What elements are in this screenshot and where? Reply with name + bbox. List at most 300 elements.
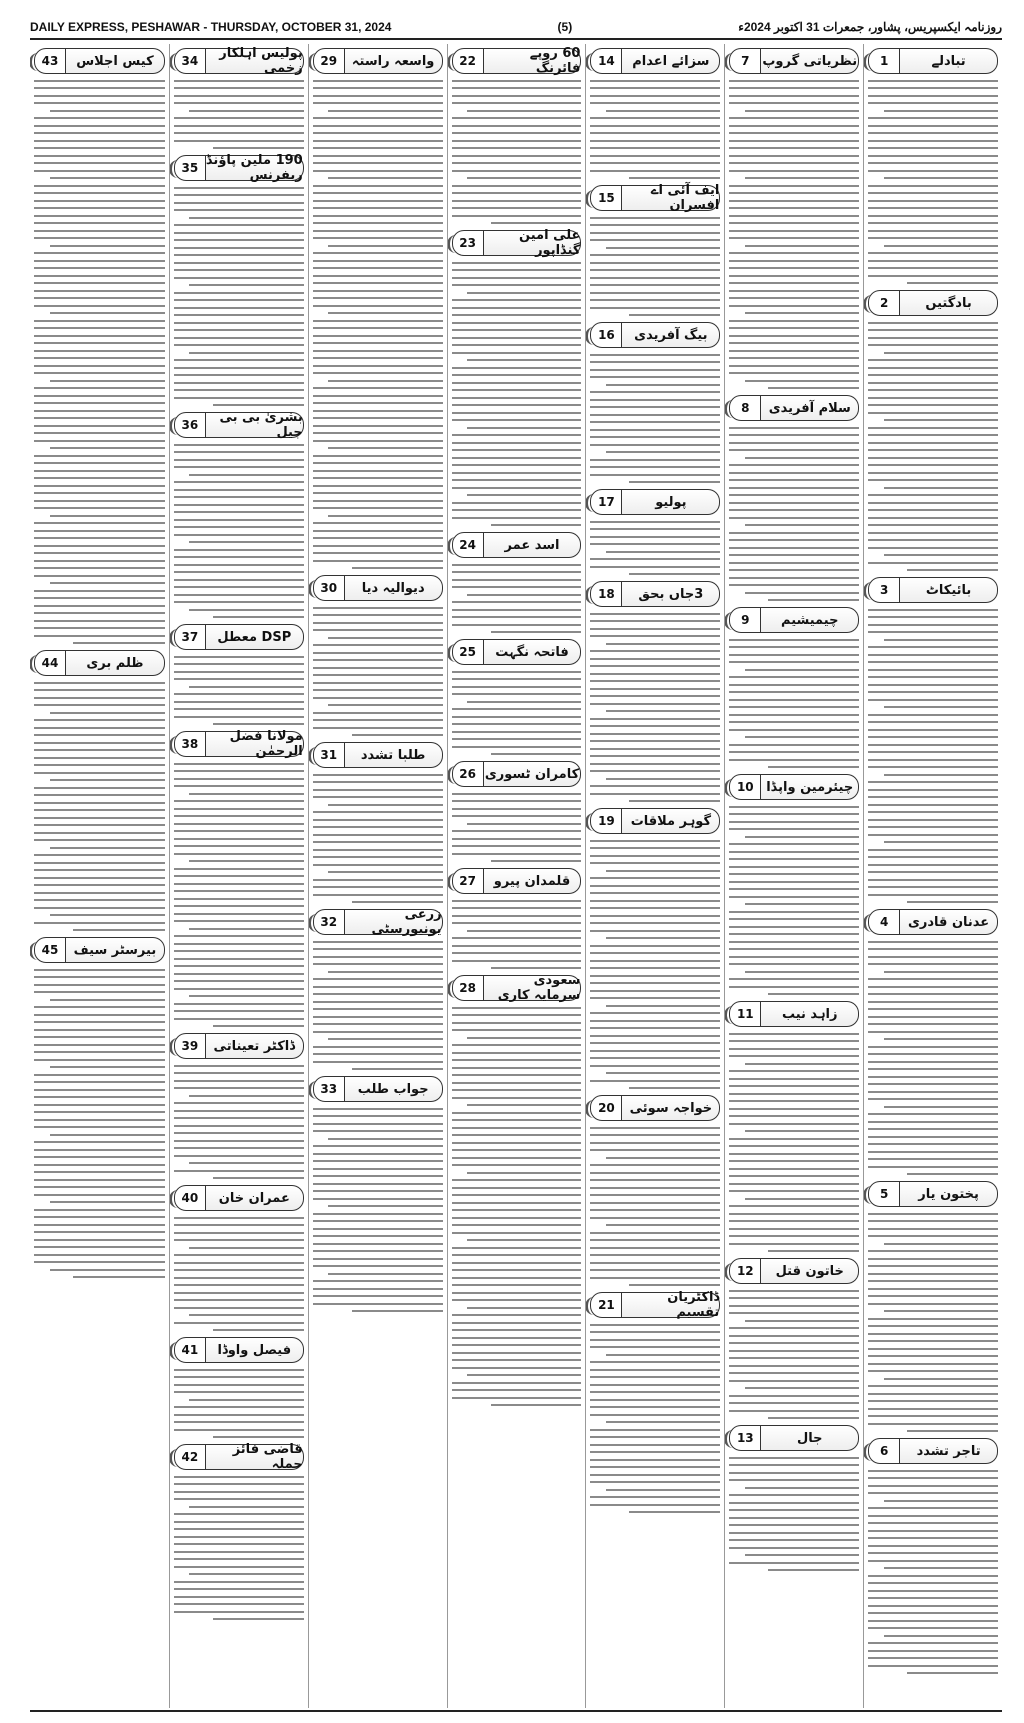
- text-line: [174, 770, 304, 772]
- text-line: [729, 125, 859, 127]
- text-line: [868, 162, 998, 164]
- text-line: [868, 1166, 998, 1168]
- text-line: [34, 704, 165, 706]
- text-line: [868, 1068, 998, 1070]
- text-line: [745, 177, 859, 179]
- text-line: [313, 440, 443, 442]
- text-line: [452, 1224, 582, 1226]
- text-line: [174, 314, 304, 316]
- text-line: [452, 1059, 582, 1061]
- story-body-text: [313, 80, 443, 570]
- text-line: [868, 684, 998, 686]
- story-headline: جواب طلب: [345, 1076, 443, 1102]
- text-line: [174, 1254, 304, 1256]
- text-line: [590, 930, 720, 932]
- news-story[interactable]: [868, 290, 998, 571]
- news-story[interactable]: [729, 48, 859, 389]
- news-story[interactable]: [313, 742, 443, 903]
- text-line: [174, 549, 304, 551]
- text-line: [729, 1220, 859, 1222]
- text-line: [313, 689, 443, 691]
- story-headline-bar: [34, 650, 165, 676]
- text-line: [313, 719, 443, 721]
- text-line: [590, 1399, 720, 1401]
- text-line: [50, 1201, 165, 1203]
- story-number-badge: 6: [868, 1438, 900, 1464]
- text-line: [452, 915, 582, 917]
- text-line: [868, 941, 998, 943]
- text-line: [452, 147, 582, 149]
- news-story[interactable]: [452, 532, 582, 633]
- text-line: [729, 95, 859, 97]
- text-line: [174, 254, 304, 256]
- text-line: [745, 669, 859, 671]
- text-line: [745, 1063, 859, 1065]
- text-line: [729, 365, 859, 367]
- text-line: [590, 1406, 720, 1408]
- text-line: [34, 1006, 165, 1008]
- text-line: [868, 1303, 998, 1305]
- text-line: [34, 1021, 165, 1023]
- text-line: [174, 132, 304, 134]
- text-line: [729, 305, 859, 307]
- news-story[interactable]: [313, 48, 443, 569]
- text-line: [868, 344, 998, 346]
- text-line: [629, 1511, 720, 1513]
- story-number-badge: 39: [174, 1033, 206, 1059]
- news-story[interactable]: [452, 48, 582, 224]
- text-line: [452, 1299, 582, 1301]
- text-line: [174, 1232, 304, 1234]
- story-headline: چیئرمین واپڈا: [761, 774, 859, 800]
- text-line: [606, 451, 720, 453]
- text-line: [868, 1612, 998, 1614]
- text-line: [313, 1258, 443, 1260]
- story-body-text: [868, 80, 998, 285]
- text-line: [313, 140, 443, 142]
- text-line: [174, 1483, 304, 1485]
- story-body-text: [34, 682, 165, 932]
- text-line: [34, 1029, 165, 1031]
- story-headline-bar: [174, 1337, 304, 1363]
- text-line: [213, 723, 304, 725]
- story-headline-bar: [729, 1258, 859, 1284]
- news-story[interactable]: [729, 607, 859, 768]
- news-story[interactable]: [313, 575, 443, 736]
- text-line: [452, 808, 582, 810]
- text-line: [34, 1156, 165, 1158]
- text-line: [729, 1108, 859, 1110]
- text-line: [729, 320, 859, 322]
- text-line: [34, 1044, 165, 1046]
- text-line: [729, 1327, 859, 1329]
- news-column: [724, 44, 863, 1708]
- text-line: [868, 464, 998, 466]
- text-line: [452, 1067, 582, 1069]
- text-line: [313, 372, 443, 374]
- text-line: [606, 1072, 720, 1074]
- text-line: [868, 502, 998, 504]
- text-line: [745, 1487, 859, 1489]
- text-line: [313, 215, 443, 217]
- text-line: [729, 140, 859, 142]
- text-line: [868, 631, 998, 633]
- text-line: [729, 873, 859, 875]
- text-line: [174, 1384, 304, 1386]
- text-line: [868, 374, 998, 376]
- text-line: [174, 1406, 304, 1408]
- text-line: [884, 1378, 998, 1380]
- news-story[interactable]: [868, 577, 998, 903]
- news-story[interactable]: [452, 639, 582, 755]
- story-headline-bar: [729, 1425, 859, 1451]
- story-body-text: [729, 80, 859, 390]
- text-line: [452, 472, 582, 474]
- story-headline-bar: [590, 489, 720, 515]
- text-line: [452, 723, 582, 725]
- text-line: [50, 110, 165, 112]
- text-line: [174, 800, 304, 802]
- text-line: [729, 1235, 859, 1237]
- story-number-badge: 5: [868, 1181, 900, 1207]
- text-line: [452, 155, 582, 157]
- text-line: [313, 237, 443, 239]
- text-line: [606, 247, 720, 249]
- text-line: [452, 344, 582, 346]
- text-line: [174, 838, 304, 840]
- news-story[interactable]: [174, 1185, 304, 1331]
- text-line: [729, 372, 859, 374]
- story-body-text: [174, 1065, 304, 1180]
- text-line: [174, 823, 304, 825]
- text-line: [313, 87, 443, 89]
- text-line: [868, 87, 998, 89]
- story-number-badge: 10: [729, 774, 761, 800]
- story-headline-bar: [313, 909, 443, 935]
- news-story[interactable]: [590, 489, 720, 575]
- text-line: [590, 1414, 720, 1416]
- news-story[interactable]: [590, 581, 720, 802]
- text-line: [313, 530, 443, 532]
- news-story[interactable]: [590, 808, 720, 1089]
- text-line: [590, 1474, 720, 1476]
- news-story[interactable]: [590, 322, 720, 483]
- news-story[interactable]: [868, 1181, 998, 1432]
- story-number-badge: 36: [174, 412, 206, 438]
- news-column: [30, 44, 169, 1708]
- text-line: [729, 1372, 859, 1374]
- text-line: [590, 369, 720, 371]
- text-line: [452, 1352, 582, 1354]
- text-line: [729, 577, 859, 579]
- text-line: [590, 1080, 720, 1082]
- text-line: [729, 956, 859, 958]
- text-line: [868, 509, 998, 511]
- story-body-text: [174, 187, 304, 407]
- news-story[interactable]: [313, 909, 443, 1070]
- text-line: [174, 1536, 304, 1538]
- text-line: [34, 222, 165, 224]
- news-story[interactable]: [729, 1001, 859, 1252]
- text-line: [491, 222, 582, 224]
- text-line: [629, 1284, 720, 1286]
- story-body-text: [174, 444, 304, 619]
- text-line: [313, 1220, 443, 1222]
- text-line: [590, 975, 720, 977]
- text-line: [174, 1498, 304, 1500]
- text-line: [213, 1025, 304, 1027]
- text-line: [729, 1048, 859, 1050]
- text-line: [729, 427, 859, 429]
- news-story[interactable]: [174, 1337, 304, 1438]
- text-line: [590, 650, 720, 652]
- text-line: [34, 877, 165, 879]
- news-story[interactable]: [34, 937, 165, 1278]
- text-line: [452, 479, 582, 481]
- text-line: [745, 1198, 859, 1200]
- text-line: [768, 766, 859, 768]
- text-line: [34, 417, 165, 419]
- news-story[interactable]: [452, 868, 582, 969]
- news-story[interactable]: [868, 909, 998, 1175]
- text-line: [590, 459, 720, 461]
- text-line: [745, 457, 859, 459]
- text-line: [590, 1277, 720, 1279]
- news-story[interactable]: [174, 412, 304, 618]
- text-line: [452, 1284, 582, 1286]
- text-line: [868, 230, 998, 232]
- text-line: [34, 862, 165, 864]
- text-line: [452, 277, 582, 279]
- news-story[interactable]: [729, 1425, 859, 1571]
- news-story[interactable]: [174, 1444, 304, 1620]
- text-line: [313, 297, 443, 299]
- text-line: [590, 217, 720, 219]
- story-number-badge: 32: [313, 909, 345, 935]
- text-line: [606, 643, 720, 645]
- text-line: [868, 200, 998, 202]
- text-line: [313, 125, 443, 127]
- news-story[interactable]: [34, 48, 165, 644]
- text-line: [34, 854, 165, 856]
- text-line: [34, 869, 165, 871]
- text-line: [452, 1217, 582, 1219]
- text-line: [868, 1560, 998, 1562]
- text-line: [328, 1138, 442, 1140]
- text-line: [590, 1451, 720, 1453]
- story-headline: پولیو: [622, 489, 720, 515]
- text-line: [868, 1400, 998, 1402]
- text-line: [174, 898, 304, 900]
- news-story[interactable]: [174, 48, 304, 149]
- text-line: [174, 224, 304, 226]
- text-line: [868, 729, 998, 731]
- news-story[interactable]: [313, 1076, 443, 1312]
- text-line: [174, 1566, 304, 1568]
- text-line: [50, 914, 165, 916]
- text-line: [34, 1261, 165, 1263]
- text-line: [629, 314, 720, 316]
- story-headline: تاجر تشدد: [900, 1438, 998, 1464]
- news-story[interactable]: [729, 774, 859, 995]
- story-headline-bar: [868, 577, 998, 603]
- text-line: [174, 367, 304, 369]
- text-line: [868, 789, 998, 791]
- news-story[interactable]: [729, 395, 859, 601]
- text-line: [590, 967, 720, 969]
- text-line: [868, 1325, 998, 1327]
- text-line: [729, 102, 859, 104]
- story-body-text: [729, 639, 859, 769]
- text-line: [590, 444, 720, 446]
- text-line: [34, 884, 165, 886]
- text-line: [590, 945, 720, 947]
- text-line: [729, 1524, 859, 1526]
- text-line: [590, 269, 720, 271]
- news-story[interactable]: [590, 48, 720, 179]
- news-story[interactable]: [174, 155, 304, 406]
- story-headline-bar: [590, 808, 720, 834]
- text-line: [729, 1517, 859, 1519]
- text-line: [868, 1046, 998, 1048]
- news-story[interactable]: [174, 1033, 304, 1179]
- text-line: [34, 839, 165, 841]
- text-line: [868, 751, 998, 753]
- text-line: [629, 481, 720, 483]
- text-line: [868, 125, 998, 127]
- text-line: [34, 1074, 165, 1076]
- text-line: [729, 1123, 859, 1125]
- text-line: [34, 95, 165, 97]
- text-line: [868, 275, 998, 277]
- news-story[interactable]: [452, 230, 582, 526]
- text-line: [868, 714, 998, 716]
- text-line: [729, 1168, 859, 1170]
- news-story[interactable]: [590, 1292, 720, 1513]
- news-story[interactable]: [868, 48, 998, 284]
- text-line: [590, 1339, 720, 1341]
- text-line: [590, 132, 720, 134]
- story-body-text: [34, 80, 165, 645]
- text-line: [34, 140, 165, 142]
- text-line: [313, 1145, 443, 1147]
- text-line: [328, 447, 442, 449]
- story-number-badge: 44: [34, 650, 66, 676]
- text-line: [34, 282, 165, 284]
- text-line: [452, 616, 582, 618]
- text-line: [174, 344, 304, 346]
- text-line: [313, 222, 443, 224]
- story-body-text: [452, 564, 582, 634]
- text-line: [452, 457, 582, 459]
- text-line: [352, 1310, 443, 1312]
- text-line: [868, 1408, 998, 1410]
- text-line: [884, 1038, 998, 1040]
- text-line: [590, 740, 720, 742]
- text-line: [174, 1596, 304, 1598]
- text-line: [174, 1292, 304, 1294]
- text-line: [729, 442, 859, 444]
- news-story[interactable]: [590, 185, 720, 316]
- text-line: [729, 1509, 859, 1511]
- text-line: [174, 262, 304, 264]
- text-line: [452, 609, 582, 611]
- story-headline-bar: [452, 761, 582, 787]
- text-line: [868, 1582, 998, 1584]
- text-line: [590, 87, 720, 89]
- text-line: [868, 1355, 998, 1357]
- news-story[interactable]: [729, 1258, 859, 1419]
- text-line: [34, 117, 165, 119]
- text-line: [313, 644, 443, 646]
- story-headline: دیوالیہ دیا: [345, 575, 443, 601]
- text-line: [590, 1504, 720, 1506]
- text-line: [452, 845, 582, 847]
- text-line: [174, 1277, 304, 1279]
- text-line: [313, 1016, 443, 1018]
- text-line: [34, 575, 165, 577]
- text-line: [313, 1108, 443, 1110]
- text-line: [868, 479, 998, 481]
- story-body-text: [313, 607, 443, 737]
- story-headline-bar: [452, 639, 582, 665]
- text-line: [868, 1151, 998, 1153]
- text-line: [868, 1597, 998, 1599]
- news-story[interactable]: [34, 650, 165, 931]
- text-line: [313, 1175, 443, 1177]
- text-line: [174, 504, 304, 506]
- text-line: [590, 1187, 720, 1189]
- news-story[interactable]: [590, 1095, 720, 1286]
- story-body-text: [590, 80, 720, 180]
- text-line: [729, 941, 859, 943]
- text-line: [729, 1175, 859, 1177]
- text-line: [868, 1348, 998, 1350]
- story-body-text: [729, 427, 859, 602]
- text-line: [34, 290, 165, 292]
- text-line: [868, 894, 998, 896]
- story-number-badge: 34: [174, 48, 206, 74]
- text-line: [868, 963, 998, 965]
- text-line: [313, 1183, 443, 1185]
- text-line: [174, 1603, 304, 1605]
- text-line: [174, 239, 304, 241]
- text-line: [313, 894, 443, 896]
- text-line: [313, 462, 443, 464]
- text-line: [174, 913, 304, 915]
- text-line: [452, 838, 582, 840]
- news-story[interactable]: [174, 624, 304, 725]
- text-line: [868, 267, 998, 269]
- text-line: [452, 746, 582, 748]
- text-line: [590, 376, 720, 378]
- news-story[interactable]: [452, 975, 582, 1406]
- story-headline: نظریاتی گروپ: [761, 48, 859, 74]
- text-line: [868, 517, 998, 519]
- text-line: [174, 594, 304, 596]
- news-story[interactable]: [868, 1438, 998, 1674]
- text-line: [729, 813, 859, 815]
- text-line: [452, 102, 582, 104]
- text-line: [729, 222, 859, 224]
- text-line: [884, 110, 998, 112]
- text-line: [313, 410, 443, 412]
- news-story[interactable]: [174, 731, 304, 1027]
- text-line: [590, 536, 720, 538]
- text-line: [868, 382, 998, 384]
- text-line: [868, 1053, 998, 1055]
- news-story[interactable]: [452, 761, 582, 862]
